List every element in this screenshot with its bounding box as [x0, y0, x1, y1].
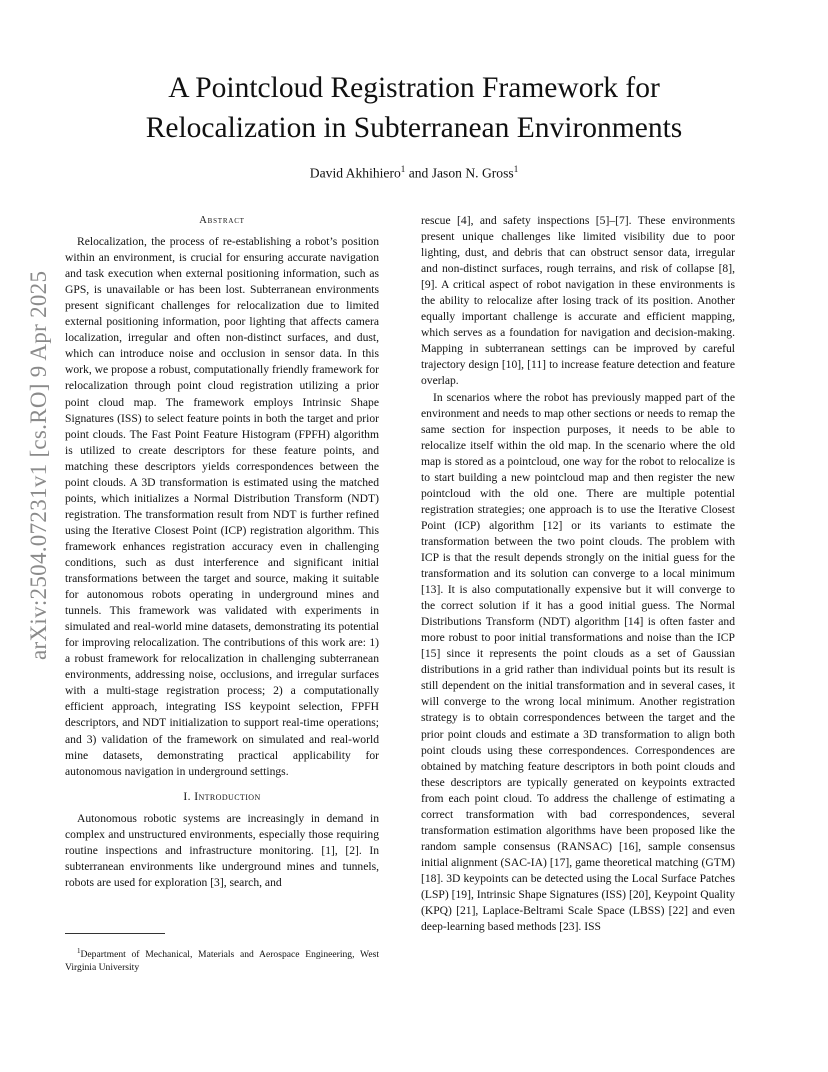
abstract-heading: Abstract — [199, 215, 245, 226]
title-line-2: Relocalization in Subterranean Environments — [145, 112, 683, 144]
abstract-paragraph: Relocalization, the process of re-establishing a robot’s position within an environment, is crucial for ensuring accurate navigation and task execution when external positioning information, such as GPS, is unavailable or has been lost. Subterranean environments present significant challenges for relocalization due to limited external positioning information, poor lighting that affects camera localization, irregular and often non-distinct surfaces, and dust, which can introduce noise and occlusion in sensor data. In this work, we propose a robust, computationally friendly framework for relocalization through point cloud registration utilizing a prior point cloud map. The framework employs Intrinsic Shape Signatures (ISS) to select feature points in both the target and prior point clouds. The Fast Point Feature Histogram (FPFH) algorithm is utilized to create descriptors for these feature points, and matching these descriptors yields correspondences between the point clouds. A 3D transformation is estimated using the matched points, which initializes a Normal Distribution Transform (NDT) registration. The transformation result from NDT is further refined using the Iterative Closest Point (ICP) registration algorithm. This framework enhances registration accuracy even in challenging conditions, such as dust interference and significant initial transformations between the target and source, making it suitable for autonomous robots operating in underground mines and tunnels. This framework was validated with experiments in simulated and real-world mine datasets, demonstrating its potential for improving relocalization. The contributions of this work are: 1) a robust framework for relocalization in challenging subterranean environments, addressing noise, occlusions, and irregular surfaces with a multi-stage registration process; 2) a computationally efficient approach, integrating ISS keypoint selection, FPFH descriptors, and NDT initialization to support real-time operations; and 3) validation of the framework on simulated and real-world mine datasets, demonstrating practical applicability for autonomous navigation in underground settings. — [65, 235, 379, 778]
affiliation-marker: 1 — [513, 164, 519, 174]
author-name: Jason N. Gross — [431, 165, 514, 181]
body-paragraph: In scenarios where the robot has previously mapped part of the environment and needs to map other sections or needs to remap the same section for inspection purposes, it needs to be able to relocalize itself within the old map. In the scenario where the old map is stored as a pointcloud, one way for the robot to relocalize is to start building a new pointcloud map and then register the new pointcloud with the old one. There are multiple potential registration strategies; one approach is to use the Iterative Closest Point (ICP) algorithm [12] or its variants to estimate the transformation between the two point clouds. The problem with ICP is that the result depends strongly on the initial guess for the transformation and its solution can converge to a local minimum [13]. It is also computationally expensive but it will converge to the correct solution if it has a good initial guess. The Normal Distributions Transform (NDT) algorithm [14] is often faster and more robust to poor initial transformations and noise than the ICP [15] since it represents the point clouds as a set of Gaussian distributions in a grid rather than individual points but its result is still dependent on the initial transformation and in several cases, it will converge to the wrong local minimum. Another registration strategy is to obtain correspondences between the target and the prior point clouds and estimate a 3D transformation to align both point clouds using these correspondences. Correspondences are obtained by matching feature descriptors in both point clouds and these descriptors are typically generated on keypoints extracted from each point cloud. To address the challenge of estimating a correct transformation with bad correspondences, several transformation estimation algorithms have been proposed like the random sample consensus (RANSAC) [16], sample consensus initial alignment (SAC-IA) [17], game theoretical matching (GTM) [18]. 3D keypoints can be detected using the Local Surface Patches (LSP) [19], Intrinsic Shape Signatures (ISS) [20], Keypoint Quality (KPQ) [21], Laplace-Beltrami Scale Space (LBSS) [22] and even deep-learning based methods [23]. ISS — [421, 390, 735, 934]
affiliation-footnote — [65, 945, 379, 974]
intro-paragraph: Autonomous robotic systems are increasingly in demand in complex and unstructured environments, especially those requiring routine inspections and infrastructure monitoring. [1], [2]. In subterranean environments like underground mines and tunnels, robots are used for exploration [3], search, and — [65, 811, 379, 889]
affiliation-marker: 1 — [400, 164, 406, 174]
left-column — [65, 213, 379, 891]
author-name: David Akhihiero — [309, 165, 401, 181]
title-line-1: A Pointcloud Registration Framework for — [168, 72, 660, 104]
arxiv-identifier-stamp: arXiv:2504.07231v1 [cs.RO] 9 Apr 2025 — [26, 270, 51, 660]
author-list — [0, 164, 828, 182]
right-column — [421, 213, 735, 935]
paper-title — [0, 68, 828, 148]
footnote-marker: 1 — [77, 947, 81, 955]
author-separator: and — [405, 165, 432, 181]
section-heading-introduction: I. Introduction — [183, 789, 261, 803]
footnote-divider — [65, 933, 165, 934]
body-paragraph: rescue [4], and safety inspections [5]–[7]. These environments present unique challenges like limited visibility due to poor lighting, dust, and debris that can obstruct sensor data, irregular and non-distinct surfaces, rough terrains, and risk of collapse [8], [9]. A critical aspect of robot navigation in these environments is the ability to relocalize after losing track of its position. Another equally important challenge is accurate and efficient mapping, which serves as a foundation for navigation and decision-making. Mapping in subterranean settings can be improved by careful trajectory design [10], [11] to increase feature detection and feature overlap. — [421, 214, 735, 388]
footnote-text: Department of Mechanical, Materials and Aerospace Engineering, West Virginia University — [65, 949, 379, 974]
